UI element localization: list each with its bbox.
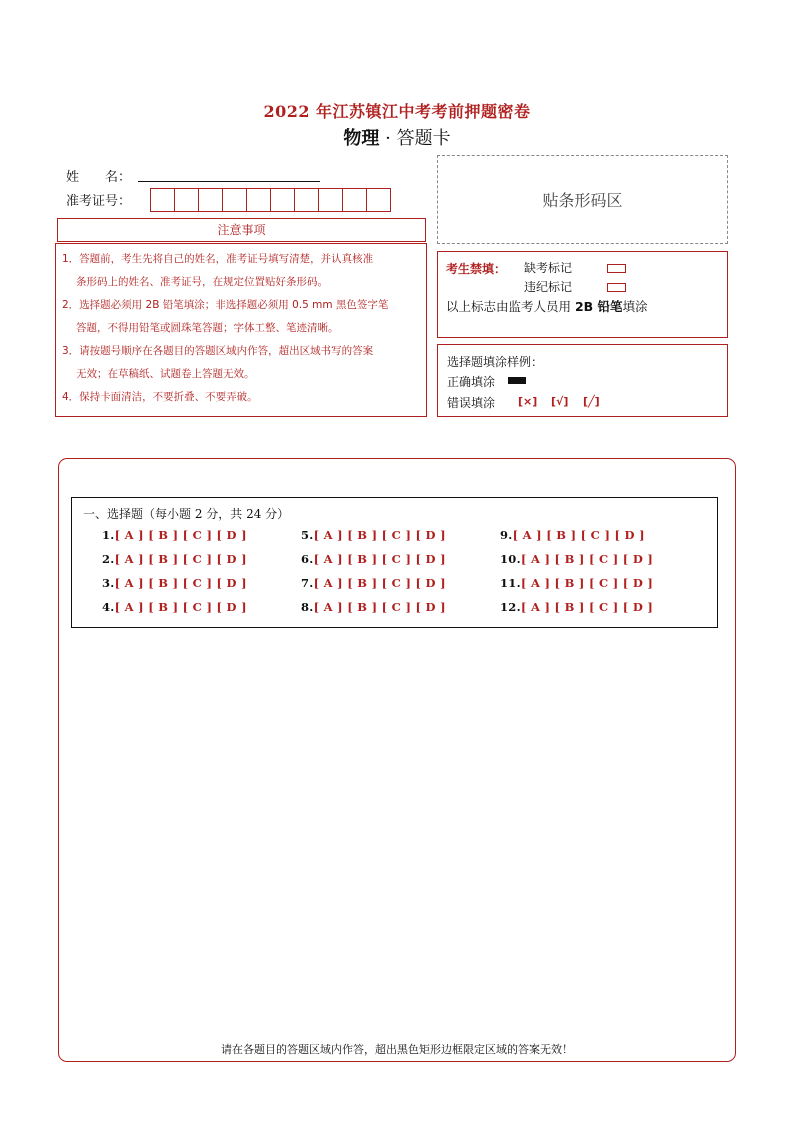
question-number: 10. [500, 552, 521, 566]
answer-options[interactable]: [ A ] [ B ] [ C ] [ D ] [313, 528, 446, 542]
exam-id-digit-box[interactable] [198, 188, 223, 212]
exam-id-digit-box[interactable] [342, 188, 367, 212]
answer-options[interactable]: [ A ] [ B ] [ C ] [ D ] [313, 552, 446, 566]
exam-id-digit-box[interactable] [174, 188, 199, 212]
exam-id-digit-box[interactable] [318, 188, 343, 212]
notice-item-3: 3．请按题号顺序在各题目的答题区域内作答，超出区域书写的答案 [62, 345, 374, 357]
answer-options[interactable]: [ A ] [ B ] [ C ] [ D ] [114, 576, 247, 590]
wrong-fill-label: 错误填涂 [447, 396, 496, 410]
answer-options[interactable]: [ A ] [ B ] [ C ] [ D ] [114, 528, 247, 542]
forbidden-label: 考生禁填： [446, 262, 507, 276]
question-number: 4. [102, 600, 115, 614]
notice-item-2: 2．选择题必须用 2B 铅笔填涂；非选择题必须用 0.5 mm 黑色签字笔 [62, 299, 389, 311]
name-input-line[interactable] [138, 181, 320, 182]
barcode-area [437, 155, 728, 244]
question-number: 3. [102, 576, 115, 590]
answer-options[interactable]: [ A ] [ B ] [ C ] [ D ] [512, 528, 645, 542]
name-label: 姓 名： [66, 170, 132, 185]
footer-warning: 请在各题目的答题区域内作答，超出黑色矩形边框限定区域的答案无效！ [221, 1043, 573, 1056]
exam-id-digit-box[interactable] [222, 188, 247, 212]
exam-id-digit-box[interactable] [150, 188, 175, 212]
absent-mark-box[interactable] [607, 264, 626, 273]
choice-section-box [71, 497, 718, 628]
card-type-label: 答题卡 [396, 128, 451, 149]
question-row[interactable] [500, 600, 653, 614]
answer-options[interactable]: [ A ] [ B ] [ C ] [ D ] [313, 600, 446, 614]
question-number: 5. [301, 528, 314, 542]
question-row[interactable] [102, 600, 247, 614]
violation-mark-label: 违纪标记 [524, 280, 573, 294]
answer-options[interactable]: [ A ] [ B ] [ C ] [ D ] [520, 576, 654, 590]
question-number: 8. [301, 600, 314, 614]
question-number: 6. [301, 552, 314, 566]
wrong-mark-check: [√] [551, 395, 569, 408]
correct-fill-label: 正确填涂 [447, 375, 496, 389]
violation-mark-box[interactable] [607, 283, 626, 292]
answer-options[interactable]: [ A ] [ B ] [ C ] [ D ] [114, 600, 247, 614]
exam-id-digit-box[interactable] [246, 188, 271, 212]
question-number: 9. [500, 528, 513, 542]
question-row[interactable] [301, 528, 446, 542]
exam-id-digit-box[interactable] [294, 188, 319, 212]
question-row[interactable] [301, 552, 446, 566]
question-number: 7. [301, 576, 314, 590]
absent-mark-label: 缺考标记 [524, 261, 573, 275]
fill-sample-title: 选择题填涂样例： [447, 355, 544, 369]
exam-id-digit-box[interactable] [270, 188, 295, 212]
wrong-mark-cross: [×] [518, 395, 538, 408]
question-row[interactable] [102, 576, 247, 590]
question-number: 2. [102, 552, 115, 566]
question-number: 12. [500, 600, 521, 614]
question-number: 1. [102, 528, 115, 542]
answer-options[interactable]: [ A ] [ B ] [ C ] [ D ] [520, 552, 654, 566]
exam-id-label: 准考证号： [66, 194, 132, 209]
notice-item-3-cont: 无效；在草稿纸、试题卷上答题无效。 [76, 368, 255, 380]
question-row[interactable] [301, 600, 446, 614]
forbidden-fill-panel [437, 251, 728, 338]
subject-label: 物理 [343, 128, 380, 149]
fill-sample-panel [437, 344, 728, 417]
question-row[interactable] [500, 528, 645, 542]
notice-heading: 注意事项 [57, 218, 426, 242]
answer-options[interactable]: [ A ] [ B ] [ C ] [ D ] [520, 600, 654, 614]
forbidden-note-bold: 2B 铅笔 [574, 299, 623, 314]
question-row[interactable] [500, 552, 653, 566]
notice-item-1: 1．答题前，考生先将自己的姓名，准考证号填写清楚，并认真核准 [62, 253, 374, 265]
exam-id-digit-box[interactable] [366, 188, 391, 212]
wrong-mark-slash: [╱] [583, 395, 600, 408]
notice-item-1-cont: 条形码上的姓名、准考证号，在规定位置贴好条形码。 [76, 276, 328, 288]
question-row[interactable] [102, 528, 247, 542]
answer-options[interactable]: [ A ] [ B ] [ C ] [ D ] [313, 576, 446, 590]
choice-section-title: 一、选择题（每小题 2 分，共 24 分） [83, 507, 290, 521]
forbidden-note [446, 297, 648, 315]
forbidden-note-post: 填涂 [622, 299, 648, 314]
exam-title: 2022 年江苏镇江中考考前押题密卷 [263, 102, 531, 121]
card-subtitle [0, 124, 794, 150]
barcode-area-label: 贴条形码区 [542, 191, 623, 210]
question-row[interactable] [500, 576, 653, 590]
forbidden-note-pre: 以上标志由监考人员用 [446, 299, 575, 314]
filled-sample-icon [508, 377, 526, 384]
question-row[interactable] [301, 576, 446, 590]
exam-id-boxes [151, 188, 391, 212]
notice-box [55, 243, 427, 417]
question-row[interactable] [102, 552, 247, 566]
separator-dot: · [385, 128, 391, 149]
answer-options[interactable]: [ A ] [ B ] [ C ] [ D ] [114, 552, 247, 566]
notice-item-2-cont: 答题，不得用铅笔或圆珠笔答题；字体工整、笔迹清晰。 [76, 322, 339, 334]
question-number: 11. [500, 576, 521, 590]
notice-item-4: 4．保持卡面清洁，不要折叠、不要弄破。 [62, 391, 258, 403]
